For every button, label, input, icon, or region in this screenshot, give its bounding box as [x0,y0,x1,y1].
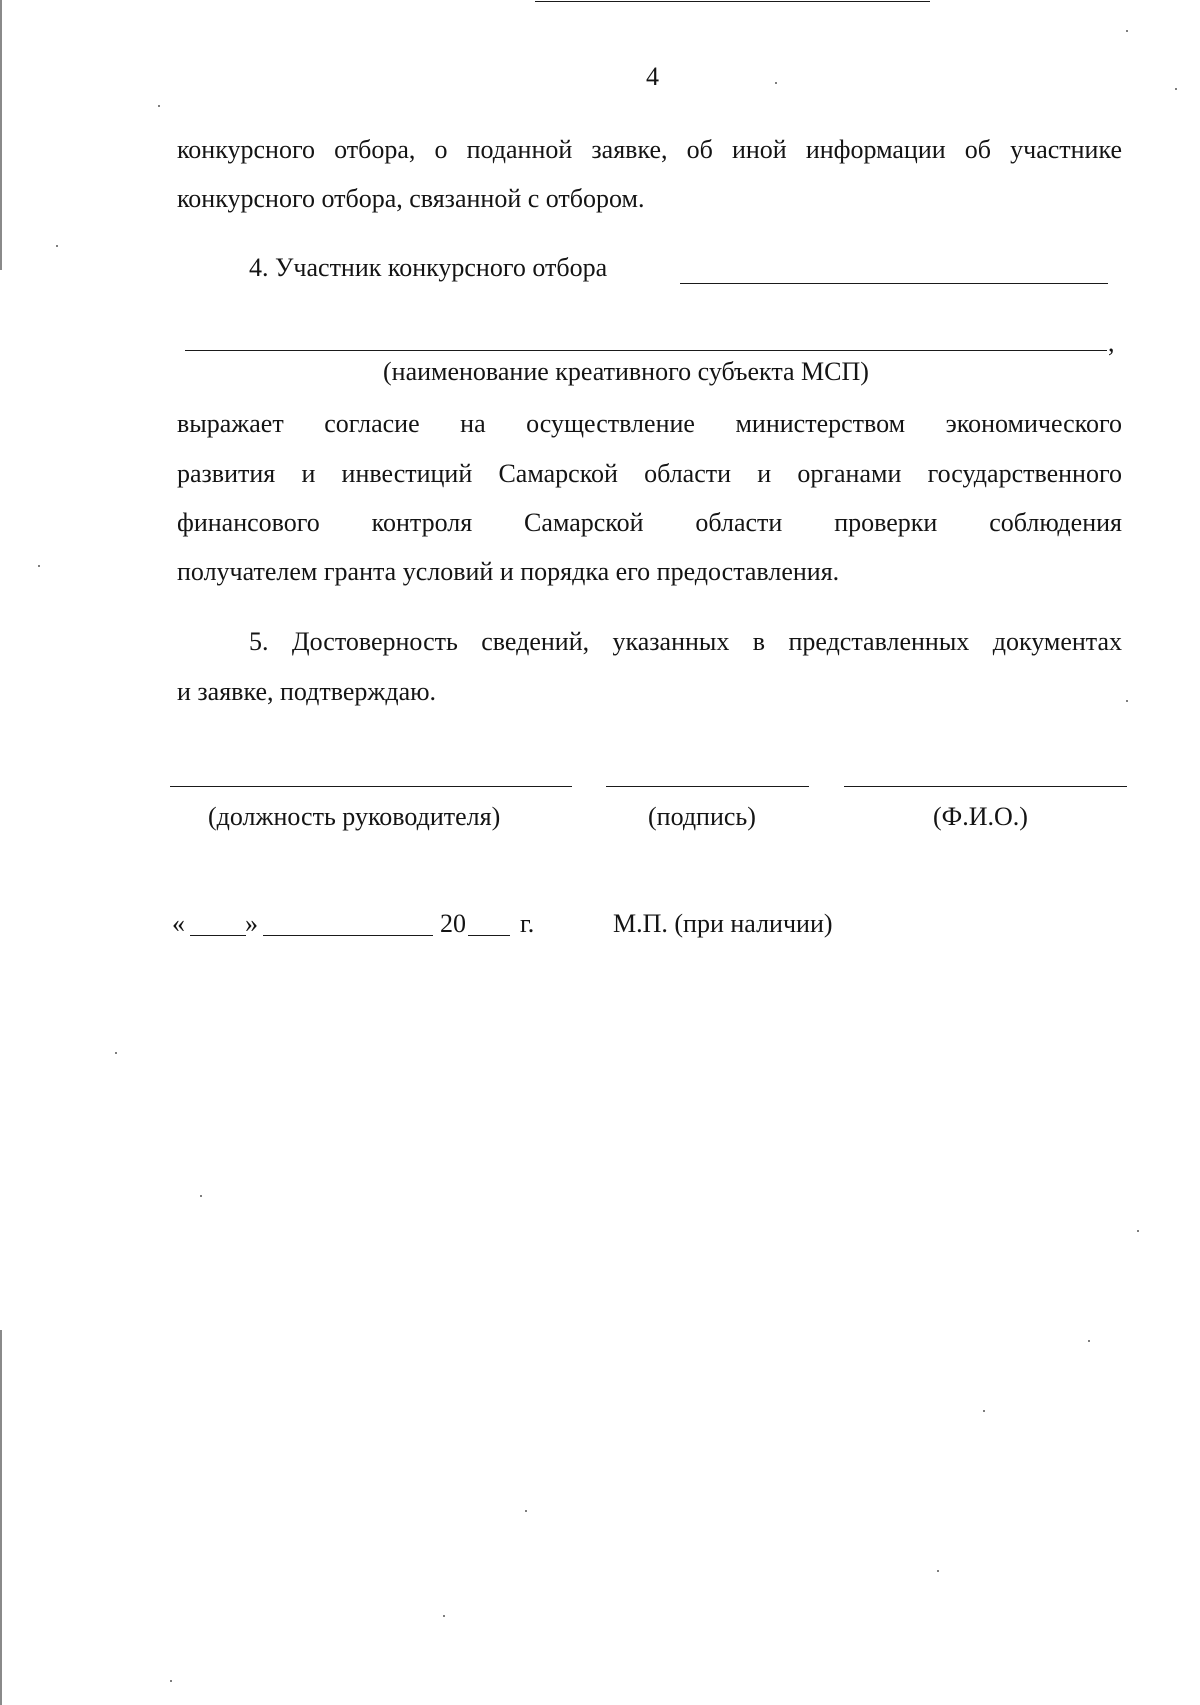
paragraph-4-line-2: развития и инвестиций Самарской области и органами государственного [177,459,1122,488]
full-name-signature-line[interactable] [844,786,1127,787]
scan-top-mark [535,1,930,2]
scan-speck [158,105,160,107]
paragraph-5-line-2: и заявке, подтверждаю. [177,677,437,706]
paragraph-4-line-1: выражает согласие на осуществление министерством экономического [177,409,1122,438]
scan-edge-mark [0,1330,2,1705]
scan-speck [1088,1340,1090,1342]
scan-speck [1137,1230,1139,1232]
paragraph-4-lead: 4. Участник конкурсного отбора [249,253,608,282]
month-blank[interactable] [263,935,433,936]
scan-speck [937,1570,939,1572]
date-close-quote: » [245,909,258,938]
scan-speck [56,245,58,247]
scan-speck [1126,700,1128,702]
paragraph-4-line-4: получателем гранта условий и порядка его предоставления. [177,557,840,586]
signature-caption: (подпись) [648,802,756,831]
participant-name-blank[interactable] [680,283,1108,284]
date-open-quote: « [172,909,185,938]
scan-speck [200,1195,202,1197]
scan-speck [115,1052,117,1054]
paragraph-3-line-1: конкурсного отбора, о поданной заявке, об иной информации об участнике [177,135,1122,164]
scan-speck [1175,88,1177,90]
year-prefix: 20 [440,909,466,938]
signature-line[interactable] [606,786,809,787]
day-blank[interactable] [190,935,246,936]
scan-speck [525,1510,527,1512]
position-signature-line[interactable] [170,786,572,787]
paragraph-4-line-3: финансового контроля Самарской области проверки соблюдения [177,508,1122,537]
scan-speck [170,1680,172,1682]
year-blank[interactable] [468,935,510,936]
full-name-caption: (Ф.И.О.) [933,802,1028,831]
paragraph-5-line-1: 5. Достоверность сведений, указанных в представленных документах [249,627,1122,656]
scan-speck [443,1615,445,1617]
stamp-note: М.П. (при наличии) [613,909,833,938]
paragraph-3-line-2: конкурсного отбора, связанной с отбором. [177,184,645,213]
scan-speck [1126,30,1128,32]
organization-name-caption: (наименование креативного субъекта МСП) [383,357,869,386]
year-suffix: г. [520,909,535,938]
scan-speck [38,565,40,567]
position-caption: (должность руководителя) [208,802,501,831]
scan-speck [775,82,777,84]
scan-edge-mark [0,0,2,270]
scan-speck [983,1410,985,1412]
organization-name-blank[interactable] [185,350,1107,351]
page-number: 4 [646,62,659,91]
trailing-comma: , [1108,328,1115,357]
